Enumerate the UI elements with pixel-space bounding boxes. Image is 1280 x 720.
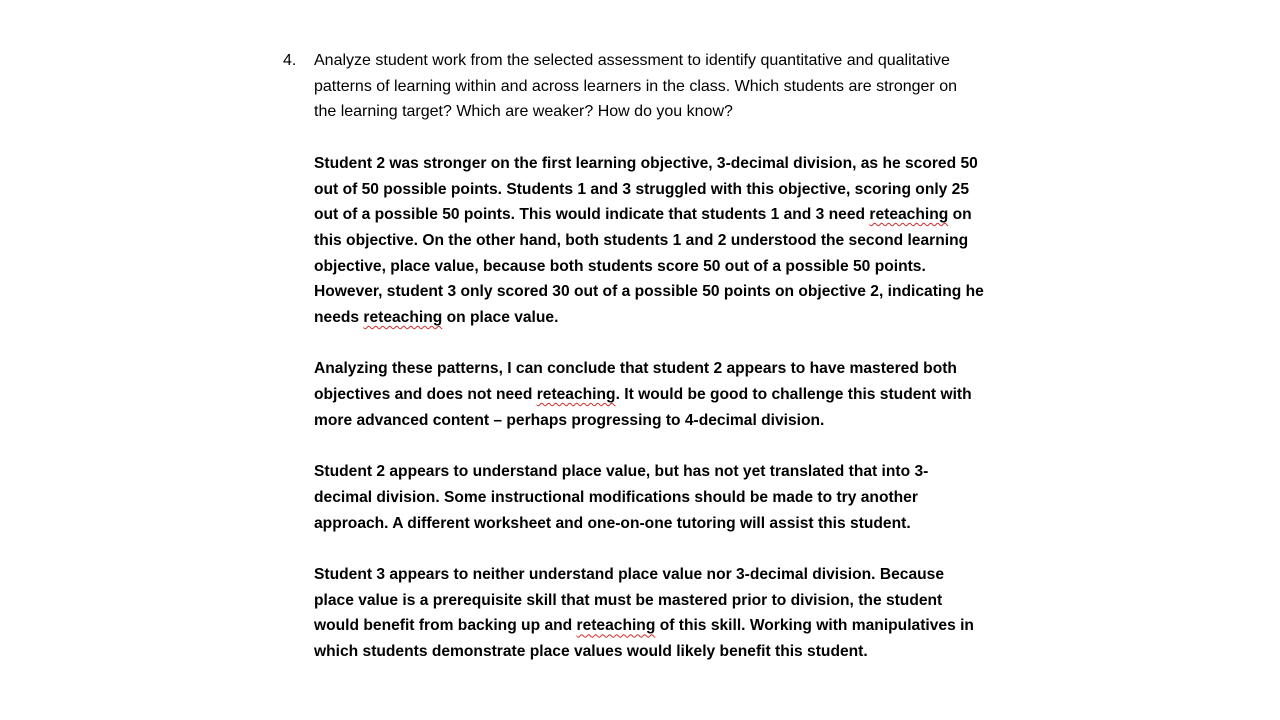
answer-line bbox=[314, 305, 1014, 331]
spellcheck-flagged-word[interactable]: reteaching bbox=[869, 206, 949, 224]
text-run: . It would be good to challenge this student with bbox=[615, 386, 972, 404]
answer-line bbox=[314, 202, 1014, 228]
answer-paragraph-3 bbox=[314, 459, 1014, 536]
answer-line: place value is a prerequisite skill that must be mastered prior to division, the student bbox=[314, 591, 943, 609]
question-prompt bbox=[314, 48, 1014, 125]
text-run: on place value. bbox=[442, 309, 559, 327]
answer-line: decimal division. Some instructional modifications should be made to try another bbox=[314, 488, 918, 506]
answer-line: Student 2 was stronger on the first learning objective, 3-decimal division, as he scored 50 bbox=[314, 154, 978, 172]
answer-line: approach. A different worksheet and one-on-one tutoring will assist this student. bbox=[314, 514, 911, 532]
answer-line bbox=[314, 382, 1014, 408]
answer-line: However, student 3 only scored 30 out of a possible 50 points on objective 2, indicating he bbox=[314, 283, 984, 301]
answer-line: more advanced content – perhaps progressing to 4-decimal division. bbox=[314, 411, 825, 429]
text-run: out of a possible 50 points. This would indicate that students 1 and 3 need bbox=[314, 206, 870, 224]
text-run: would benefit from backing up and bbox=[314, 617, 577, 635]
question-line: Analyze student work from the selected assessment to identify quantitative and qualitative bbox=[314, 52, 950, 69]
answer-paragraph-1 bbox=[314, 151, 1014, 331]
text-run: objectives and does not need bbox=[314, 386, 537, 404]
list-item-content bbox=[314, 48, 1014, 665]
question-line: patterns of learning within and across learners in the class. Which students are stronger on bbox=[314, 77, 957, 95]
answer-line: which students demonstrate place values would likely benefit this student. bbox=[314, 643, 868, 661]
question-line: the learning target? Which are weaker? How do you know? bbox=[314, 103, 733, 121]
text-run: on bbox=[948, 206, 972, 224]
answer-line bbox=[314, 613, 1014, 639]
answer-line: Student 2 appears to understand place value, but has not yet translated that into 3- bbox=[314, 463, 929, 481]
answer-line: objective, place value, because both students score 50 out of a possible 50 points. bbox=[314, 257, 926, 275]
spellcheck-flagged-word[interactable]: reteaching bbox=[536, 386, 616, 404]
answer-paragraph-2 bbox=[314, 356, 1014, 433]
answer-line: Student 3 appears to neither understand place value nor 3-decimal division. Because bbox=[314, 566, 944, 583]
answer-body bbox=[314, 151, 1014, 665]
answer-line: this objective. On the other hand, both students 1 and 2 understood the second learning bbox=[314, 231, 969, 249]
answer-paragraph-4 bbox=[314, 562, 1014, 665]
text-run: of this skill. Working with manipulatives in bbox=[655, 617, 974, 635]
spellcheck-flagged-word[interactable]: reteaching bbox=[363, 309, 443, 327]
answer-line: out of 50 possible points. Students 1 and 3 struggled with this objective, scoring only 25 bbox=[314, 180, 970, 198]
list-number: 4. bbox=[283, 52, 297, 69]
spellcheck-flagged-word[interactable]: reteaching bbox=[576, 617, 656, 635]
text-run: needs bbox=[314, 309, 364, 327]
answer-line: Analyzing these patterns, I can conclude that student 2 appears to have mastered both bbox=[314, 360, 957, 378]
